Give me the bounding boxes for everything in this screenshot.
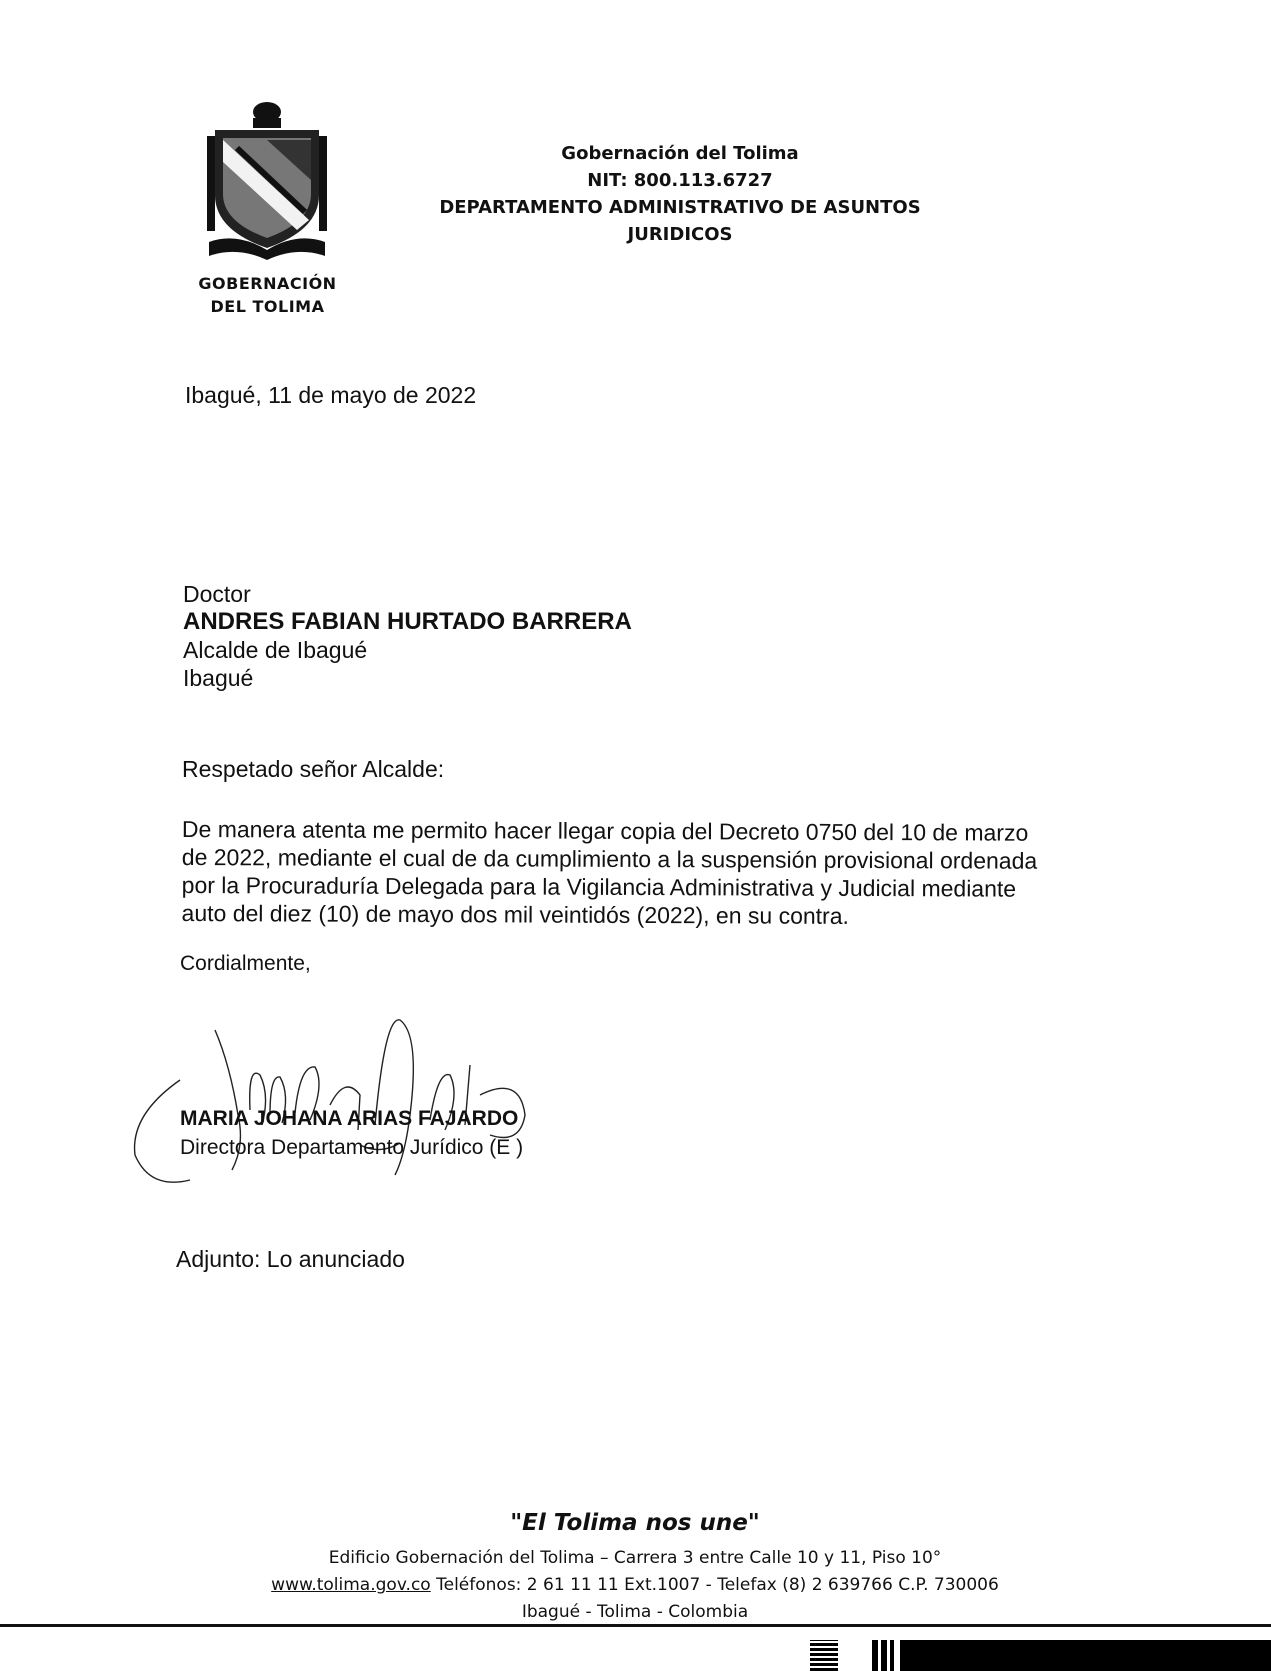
footer-divider (0, 1624, 1271, 1627)
header-department-cont: JURIDICOS (627, 224, 733, 245)
letter-date: Ibagué, 11 de mayo de 2022 (185, 382, 477, 408)
body-line: De manera atenta me permito hacer llegar copia del Decreto 0750 del 10 de marzo (181, 816, 1029, 846)
recipient-position: Alcalde de Ibagué (183, 637, 368, 663)
logo-name-line1: GOBERNACIÓN (198, 274, 337, 293)
footer-phones: Teléfonos: 2 61 11 11 Ext.1007 - Telefax (8) 2 639766 C.P. 730006 (436, 1575, 999, 1595)
scan-artifact (900, 1640, 1271, 1671)
logo-text (175, 272, 360, 318)
closing: Cordialmente, (180, 952, 311, 975)
scan-artifact (810, 1640, 838, 1671)
recipient-block (183, 580, 632, 692)
website-link[interactable]: www.tolima.gov.co (271, 1575, 431, 1595)
attachment-note: Adjunto: Lo anunciado (176, 1246, 405, 1272)
footer-contact-line (230, 1572, 1040, 1599)
header-nit: NIT: 800.113.6727 (587, 170, 773, 191)
scan-artifact (872, 1640, 894, 1671)
signer-name: MARIA JOHANA ARIAS FAJARDO (180, 1107, 519, 1130)
header-department: DEPARTAMENTO ADMINISTRATIVO DE ASUNTOS (439, 197, 921, 218)
body-line: auto del diez (10) de mayo dos mil veintidós (2022), en su contra. (181, 899, 849, 929)
body-line: por la Procuraduría Delegada para la Vigilancia Administrativa y Judicial mediante (181, 871, 1017, 902)
handwritten-signature (120, 1005, 560, 1195)
footer-address: Edificio Gobernación del Tolima – Carrera 3 entre Calle 10 y 11, Piso 10° (328, 1548, 942, 1568)
footer-contact (230, 1545, 1040, 1626)
letterhead (410, 140, 950, 248)
coat-of-arms-logo (197, 100, 337, 260)
signer-role: Directora Departamento Jurídico (E ) (180, 1136, 524, 1159)
footer-location: Ibagué - Tolima - Colombia (521, 1602, 749, 1622)
recipient-city: Ibagué (183, 665, 254, 691)
logo-name-line2: DEL TOLIMA (210, 297, 325, 316)
recipient-title: Doctor (183, 581, 251, 607)
header-entity: Gobernación del Tolima (561, 143, 799, 164)
salutation: Respetado señor Alcalde: (182, 756, 445, 782)
body-line: de 2022, mediante el cual de da cumplimiento a la suspensión provisional ordenada (181, 843, 1038, 874)
recipient-name: ANDRES FABIAN HURTADO BARRERA (183, 608, 632, 635)
body-paragraph (182, 815, 1107, 931)
footer-slogan: "El Tolima nos une" (510, 1510, 760, 1536)
